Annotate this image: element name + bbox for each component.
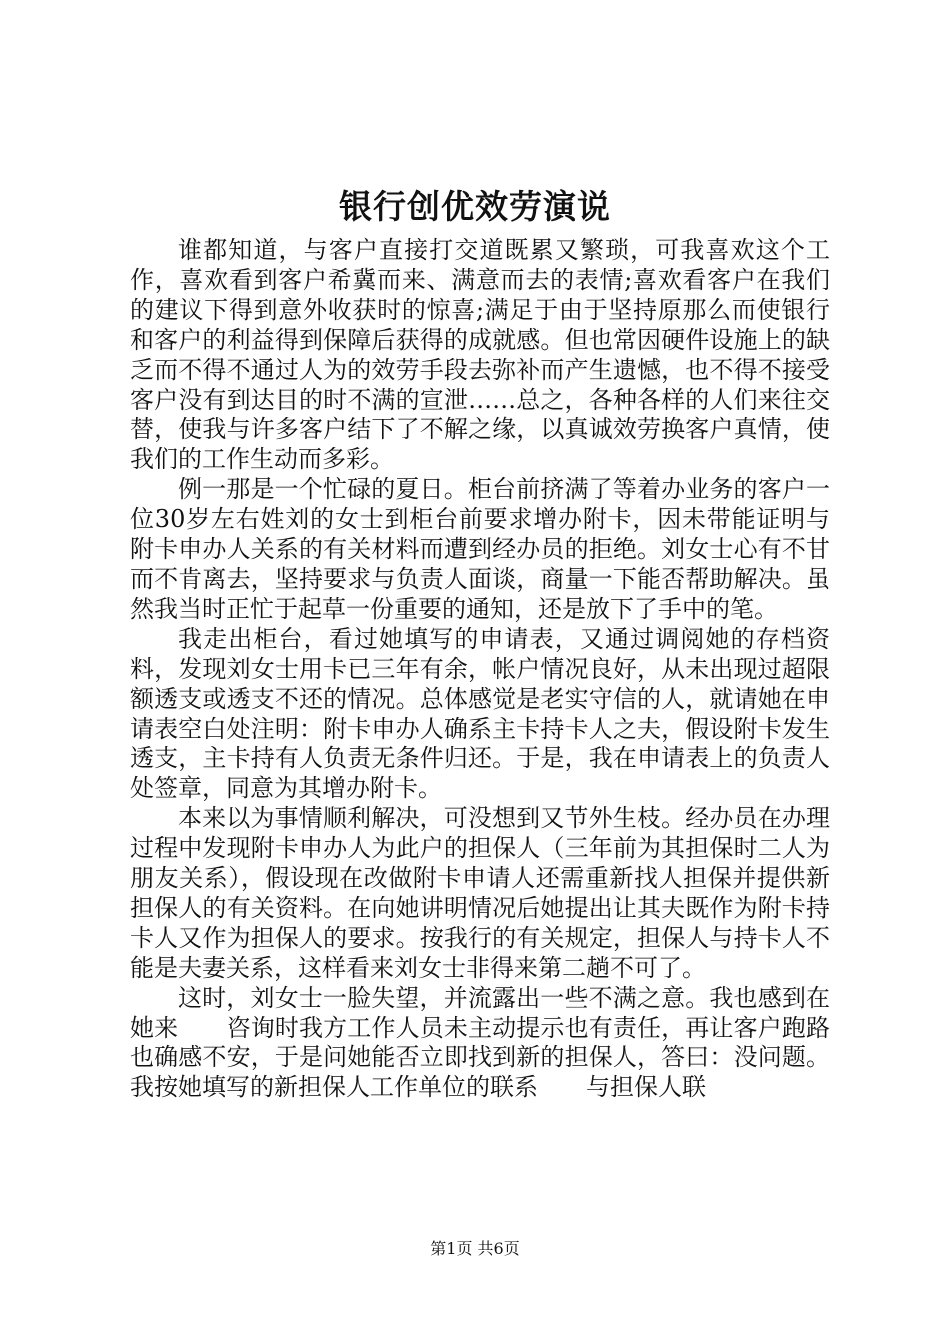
document-body — [130, 236, 830, 1103]
paragraph: 本来以为事情顺利解决，可没想到又节外生枝。经办员在办理过程中发现附卡申办人为此户的担保人（三年前为其担保时二人为朋友关系），假设现在改做附卡申请人还需重新找人担保并提供新担保人的有关资料。在向她讲明情况后她提出让其夫既作为附卡持卡人又作为担保人的要求。按我行的有关规定，担保人与持卡人不能是夫妻关系，这样看来刘女士非得来第二趟不可了。 — [130, 804, 830, 982]
document-title: 银行创优效劳演说 — [339, 187, 611, 226]
paragraph: 例一那是一个忙碌的夏日。柜台前挤满了等着办业务的客户一位30岁左右姓刘的女士到柜台前要求增办附卡，因未带能证明与附卡申办人关系的有关材料而遭到经办员的拒绝。刘女士心有不甘而不肯离去，坚持要求与负责人面谈，商量一下能否帮助解决。虽然我当时正忙于起草一份重要的通知，还是放下了手中的笔。 — [130, 475, 830, 623]
paragraph: 我走出柜台，看过她填写的申请表，又通过调阅她的存档资料，发现刘女士用卡已三年有余，帐户情况良好，从未出现过超限额透支或透支不还的情况。总体感觉是老实守信的人，就请她在申请表空白处注明：附卡申办人确系主卡持卡人之夫，假设附卡发生透支，主卡持有人负责无条件归还。于是，我在申请表上的负责人处签章，同意为其增办附卡。 — [130, 624, 830, 803]
paragraph: 谁都知道，与客户直接打交道既累又繁琐，可我喜欢这个工作，喜欢看到客户希冀而来、满意而去的表情;喜欢看客户在我们的建议下得到意外收获时的惊喜;满足于由于坚持原那么而使银行和客户的利益得到保障后获得的成就感。但也常因硬件设施上的缺乏而不得不通过人为的效劳手段去弥补而产生遗憾，也不得不接受客户没有到达目的时不满的宣泄……总之，各种各样的人们来往交替，使我与许多客户结下了不解之缘，以真诚效劳换客户真情，使我们的工作生动而多彩。 — [130, 236, 830, 474]
paragraph: 这时，刘女士一脸失望，并流露出一些不满之意。我也感到在她来 咨询时我方工作人员未主动提示也有责任，再让客户跑路也确感不安，于是问她能否立即找到新的担保人，答曰：没问题。我按她填写的新担保人工作单位的联系 与担保人联 — [130, 983, 830, 1102]
page-footer: 第1页 共6页 — [430, 1239, 520, 1258]
